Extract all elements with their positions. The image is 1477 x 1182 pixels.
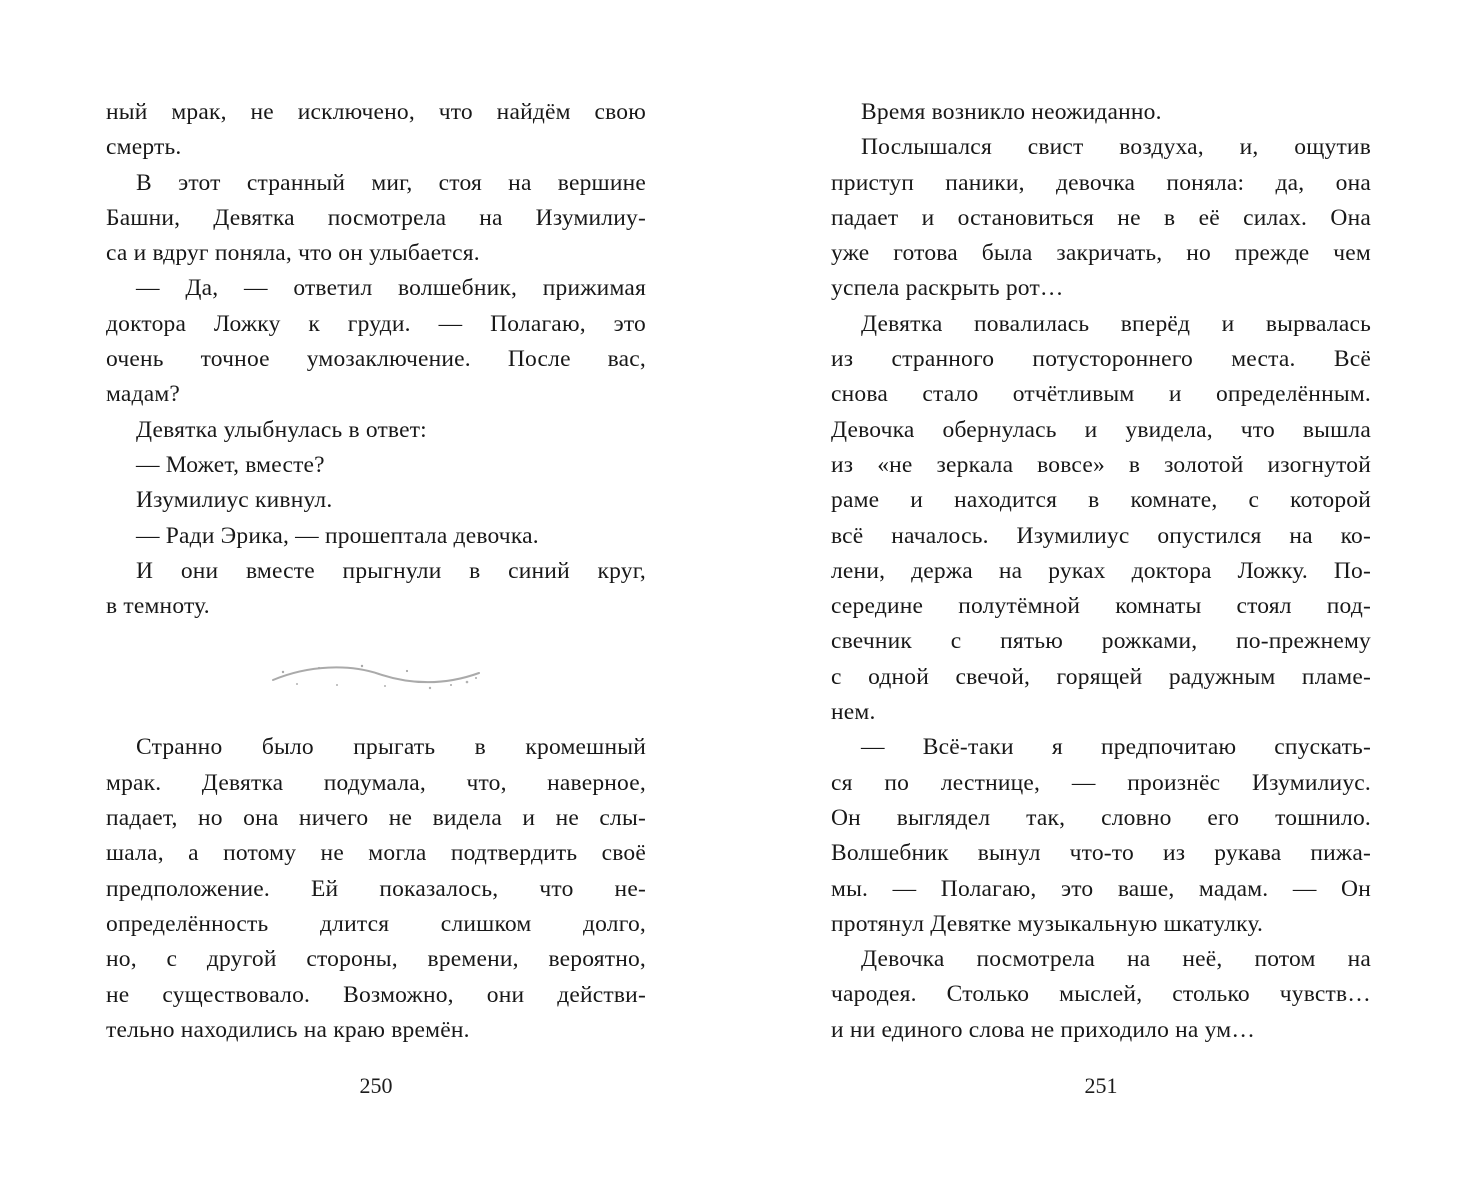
page-number-left: 250 (359, 1073, 393, 1098)
paragraph (106, 95, 646, 166)
text-line: раме и находится в комнате, с которой (831, 487, 1371, 514)
paragraph (831, 730, 1371, 942)
text-line: Девятка улыбнулась в ответ: (136, 416, 427, 443)
text-line: и ни единого слова не приходило на ум… (831, 1016, 1256, 1043)
paragraph (106, 554, 646, 625)
text-line: из странного потустороннего места. Всё (831, 346, 1371, 373)
text-line: ся по лестнице, — произнёс Изумилиус. (831, 769, 1371, 796)
text-line: Девятка повалилась вперёд и вырвалась (861, 310, 1371, 337)
paragraph (106, 166, 646, 272)
text-line: всё началось. Изумилиус опустился на ко- (831, 522, 1371, 549)
paragraph (106, 730, 646, 1048)
text-line: чародея. Столько мыслей, столько чувств… (831, 981, 1371, 1008)
paragraph (831, 307, 1371, 731)
section-divider (106, 624, 646, 730)
text-line: — Ради Эрика, — прошептала девочка. (136, 522, 539, 549)
text-line: ный мрак, не исключено, что найдём свою (106, 99, 646, 125)
text-line: — Да, — ответил волшебник, прижимая (136, 275, 646, 302)
text-line: падает, но она ничего не видела и не слы- (106, 805, 646, 832)
text-line: мадам? (106, 381, 181, 408)
text-line: с одной свечой, горящей радужным пламе- (831, 663, 1371, 690)
page-number-right: 251 (1084, 1073, 1118, 1098)
text-line: Он выглядел так, словно его тошнило. (831, 804, 1371, 831)
page-right (831, 95, 1371, 1182)
text-line: протянул Девятке музыкальную шкатулку. (831, 910, 1264, 937)
text-line: — Всё-таки я предпочитаю спускать- (861, 734, 1371, 761)
page-left-text (106, 95, 646, 1048)
text-line: приступ паники, девочка поняла: да, она (831, 169, 1371, 196)
paragraph (831, 942, 1371, 1048)
paragraph (106, 483, 646, 518)
text-line: мы. — Полагаю, это ваше, мадам. — Он (831, 875, 1371, 902)
text-line: но, с другой стороны, времени, вероятно, (106, 946, 646, 973)
paragraph (106, 413, 646, 448)
text-line: очень точное умозаключение. После вас, (106, 346, 646, 373)
text-line: Изумилиус кивнул. (136, 487, 333, 514)
paragraph (831, 95, 1371, 130)
text-line: Послышался свист воздуха, и, ощутив (861, 134, 1371, 161)
text-line: — Может, вместе? (136, 451, 325, 478)
text-line: определённость длится слишком долго, (106, 910, 646, 937)
text-line: В этот странный миг, стоя на вершине (136, 169, 646, 196)
text-line: мрак. Девятка подумала, что, наверное, (106, 769, 646, 796)
text-line: свечник с пятью рожками, по-прежнему (831, 628, 1371, 655)
text-line: тельно находились на краю времён. (106, 1016, 470, 1043)
text-line: Время возникло неожиданно. (861, 99, 1162, 125)
text-line: Башни, Девятка посмотрела на Изумилиу- (106, 204, 646, 231)
text-line: успела раскрыть рот… (831, 275, 1064, 302)
text-line: И они вместе прыгнули в синий круг, (136, 557, 646, 584)
paragraph (831, 130, 1371, 306)
text-line: Волшебник вынул что-то из рукава пижа- (831, 840, 1371, 867)
page-right-text (831, 95, 1371, 1048)
text-line: уже готова была закричать, но прежде чем (831, 240, 1371, 267)
text-line: не существовало. Возможно, они действи- (106, 981, 646, 1008)
text-line: предположение. Ей показалось, что не- (106, 875, 646, 902)
text-line: середине полутёмной комнаты стоял под- (831, 593, 1371, 620)
text-line: Странно было прыгать в кромешный (136, 734, 646, 761)
text-line: нем. (831, 699, 876, 726)
text-line: в темноту. (106, 593, 210, 620)
text-line: снова стало отчётливым и определённым. (831, 381, 1371, 408)
page-left (106, 95, 646, 1182)
paragraph (106, 271, 646, 412)
text-line: Девочка посмотрела на неё, потом на (861, 946, 1371, 973)
text-line: Девочка обернулась и увидела, что вышла (831, 416, 1371, 443)
text-line: доктора Ложку к груди. — Полагаю, это (106, 310, 646, 337)
text-line: шала, а потому не могла подтвердить своё (106, 840, 646, 867)
text-line: са и вдруг поняла, что он улыбается. (106, 240, 480, 267)
text-line: смерть. (106, 134, 182, 161)
paragraph (106, 519, 646, 554)
flourish-divider-icon (267, 660, 485, 694)
paragraph (106, 448, 646, 483)
text-line: из «не зеркала вовсе» в золотой изогнутой (831, 451, 1371, 478)
text-line: падает и остановиться не в её силах. Она (831, 204, 1371, 231)
text-line: лени, держа на руках доктора Ложку. По- (831, 557, 1371, 584)
